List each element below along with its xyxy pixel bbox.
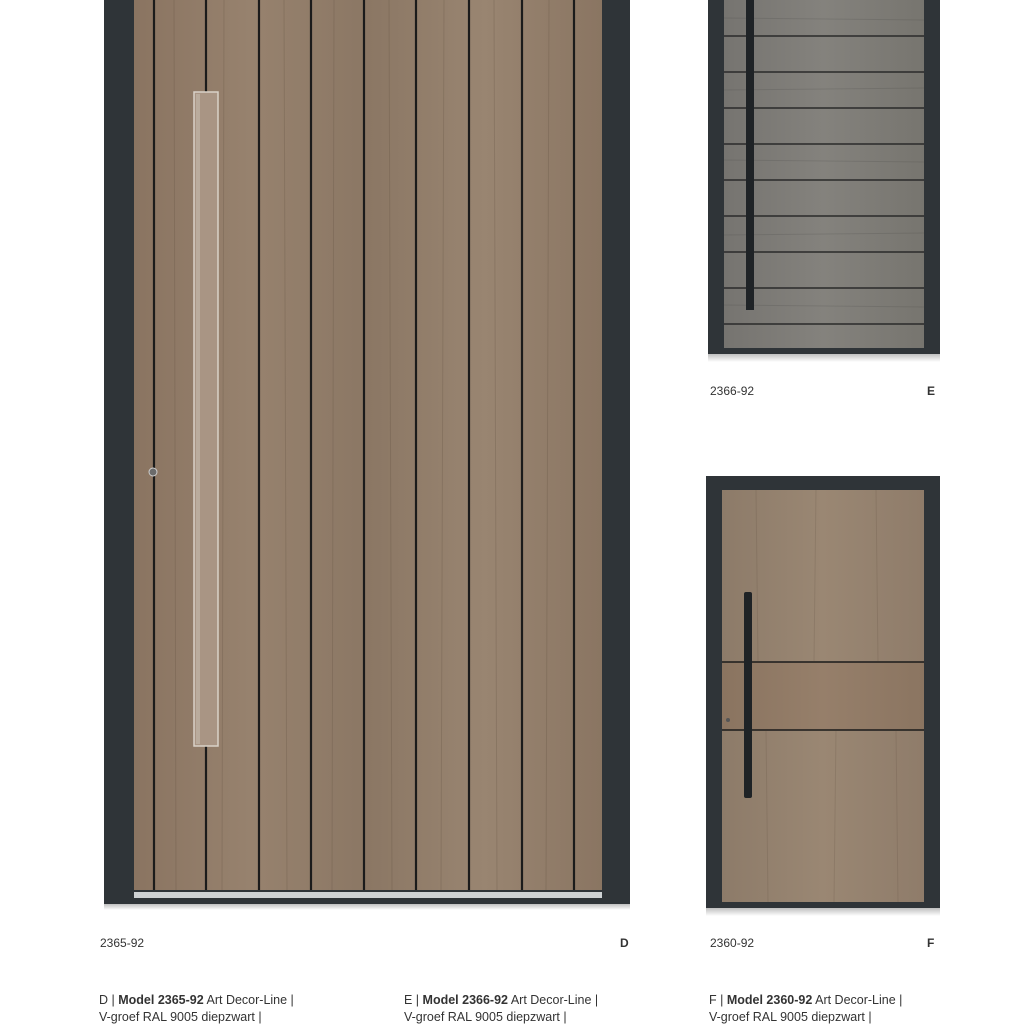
model-code-e: 2366-92 bbox=[710, 384, 755, 398]
description-f bbox=[709, 992, 999, 1026]
door-image-2365-92 bbox=[104, 0, 630, 910]
desc-line2: V-groef RAL 9005 diepzwart | bbox=[99, 1010, 262, 1024]
desc-model: Model 2365-92 bbox=[118, 993, 204, 1007]
desc-line2: V-groef RAL 9005 diepzwart | bbox=[404, 1010, 567, 1024]
model-code-f: 2360-92 bbox=[710, 936, 755, 950]
desc-model: Model 2366-92 bbox=[422, 993, 509, 1007]
description-e bbox=[404, 992, 694, 1026]
threshold bbox=[134, 892, 602, 898]
handle-bar bbox=[746, 0, 754, 310]
model-letter-e: E bbox=[927, 384, 936, 398]
desc-line: Art Decor-Line | bbox=[510, 993, 599, 1007]
lock-cylinder bbox=[149, 468, 157, 476]
desc-model: Model 2360-92 bbox=[726, 993, 813, 1007]
desc-prefix: F | bbox=[709, 993, 724, 1007]
model-letter-d: D bbox=[620, 936, 629, 950]
door-image-2366-92 bbox=[708, 0, 940, 362]
horizontal-panel bbox=[722, 662, 924, 730]
desc-prefix: D | bbox=[99, 993, 115, 1007]
model-letter-f: F bbox=[927, 936, 935, 950]
lock-cylinder bbox=[726, 718, 730, 722]
desc-line: Art Decor-Line | bbox=[815, 993, 903, 1007]
handle-bar bbox=[744, 592, 752, 798]
desc-line2: V-groef RAL 9005 diepzwart | bbox=[709, 1010, 872, 1024]
model-code-d: 2365-92 bbox=[100, 936, 145, 950]
description-d bbox=[99, 992, 389, 1026]
desc-line: Art Decor-Line | bbox=[206, 993, 294, 1007]
desc-prefix: E | bbox=[404, 993, 420, 1007]
door-image-2360-92 bbox=[706, 476, 940, 916]
